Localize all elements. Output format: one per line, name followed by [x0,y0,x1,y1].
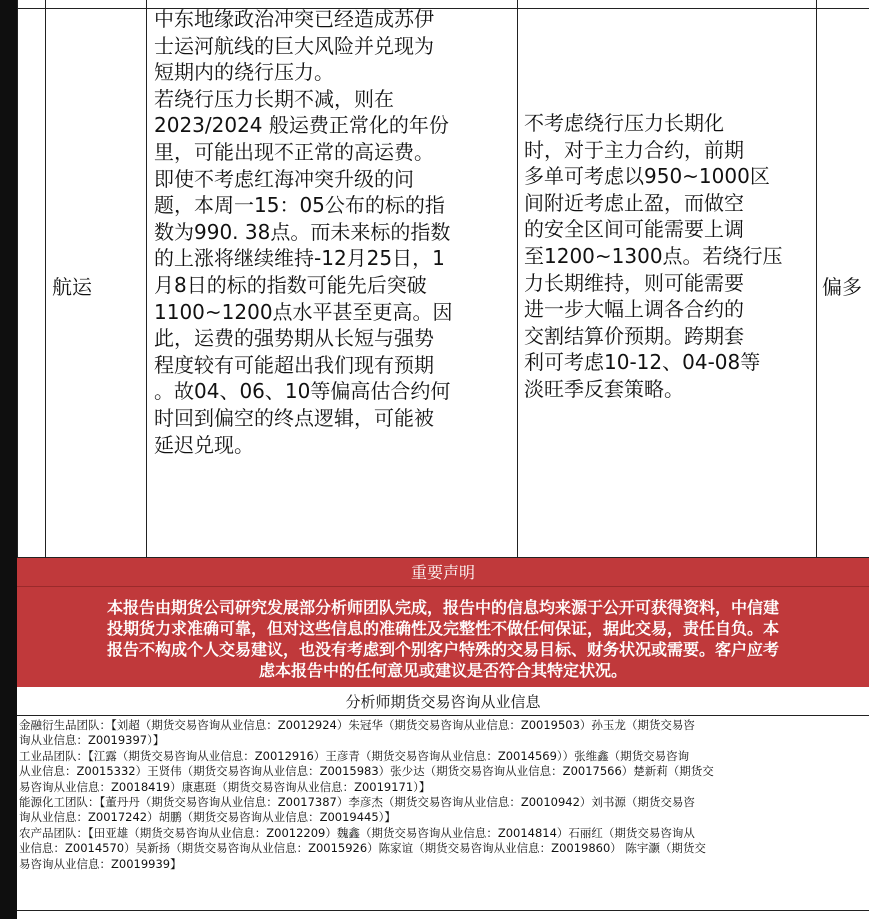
analysis-line: 1100~1200点水平甚至更高。因 [154,299,453,324]
column-divider [517,0,518,557]
analysis-line: 士运河航线的巨大风险并兑现为 [154,33,434,58]
view-cell: 偏多 [822,275,862,299]
analysis-line: 月8日的标的指数可能先后突破 [154,272,427,297]
analysis-line: 若绕行压力长期不减，则在 [154,86,394,111]
analysis-line: 短期内的绕行压力。 [154,60,334,85]
analyst-info-body [17,718,869,910]
analyst-line: 工业品团队：【江露（期货交易咨询从业信息：Z0012916）王彦青（期货交易咨询从业信息：Z0014569））张维鑫（期货交易咨询 [19,748,690,763]
analyst-line: 农产品团队：【田亚雄（期货交易咨询从业信息：Z0012209）魏鑫（期货交易咨询从业信息：Z0014814）石丽红（期货交易咨询从 [19,825,695,840]
disclaimer-line: 报告不构成个人交易建议，也没有考虑到个别客户特殊的交易目标、财务状况或需要。客户应考 [106,640,779,659]
analysis-line: 此，运费的强势期从长短与强势 [154,326,434,351]
analysis-line: 延迟兑现。 [154,432,254,457]
strategy-line: 利可考虑10-12、04-08等 [524,350,761,375]
analyst-line: 从业信息：Z0015332）王贤伟（期货交易咨询从业信息：Z0015983）张少达（期货交易咨询从业信息：Z0017566）楚新莉（期货交 [19,764,714,779]
disclaimer-body [17,587,869,687]
column-divider [45,0,46,557]
analysis-line: 中东地缘政治冲突已经造成苏伊 [154,7,434,31]
strategy-line: 间附近考虑止盈，而做空 [524,190,744,215]
column-divider [146,0,147,557]
strategy-line: 不考虑绕行压力长期化 [524,111,724,135]
disclaimer-title: 重要声明 [17,557,869,587]
analysis-line: 里，可能出现不正常的高运费。 [154,139,434,164]
disclaimer-line: 投期货力求准确可靠，但对这些信息的准确性及完整性不做任何保证，据此交易，责任自负。本 [106,619,779,638]
analyst-line: 询从业信息：Z0019397）】 [19,733,165,748]
analyst-line: 询从业信息：Z0017242）胡鹏（期货交易咨询从业信息：Z0019445）】 [19,810,396,825]
strategy-line: 交割结算价预期。跨期套 [524,323,744,348]
strategy-line: 淡旺季反套策略。 [524,376,684,401]
analysis-line: 2023/2024 般运费正常化的年份 [154,113,449,138]
analysis-line: 题，本周一15：05公布的标的指 [154,193,445,218]
sector-cell: 航运 [52,275,92,299]
analysis-line: 的上涨将继续维持-12月25日，1 [154,246,445,271]
analyst-line: 能源化工团队：【董丹丹（期货交易咨询从业信息：Z0017387）李彦杰（期货交易咨询从业信息：Z0010942）刘书源（期货交易咨 [19,795,695,810]
analyst-line: 易咨询从业信息：Z0019939】 [19,856,182,871]
shipping-table-row [17,0,869,557]
strategy-cell [524,110,814,403]
strategy-line: 力长期维持，则可能需要 [524,270,744,295]
column-divider [816,0,817,557]
disclaimer-line: 虑本报告中的任何意见或建议是否符合其特定状况。 [258,661,627,680]
analyst-info-title: 分析师期货交易咨询从业信息 [17,688,869,716]
disclaimer-line: 本报告由期货公司研究发展部分析师团队完成，报告中的信息均来源于公开可获得资料，中信建 [106,598,779,617]
analysis-line: 时回到偏空的终点逻辑，可能被 [154,405,434,430]
analysis-line: 程度较有可能超出我们现有预期 [154,352,434,377]
strategy-line: 时，对于主力合约，前期 [524,137,744,162]
analyst-line: 易咨询从业信息：Z0018419）康惠珽（期货交易咨询从业信息：Z0019171）】 [19,779,431,794]
strategy-line: 多单可考虑以950~1000区 [524,164,770,189]
strategy-line: 的安全区间可能需要上调 [524,217,744,242]
analysis-cell [154,6,514,458]
analysis-line: 即使不考虑红海冲突升级的问 [154,166,414,191]
report-page [17,0,869,919]
strategy-line: 进一步大幅上调各合约的 [524,297,744,322]
analysis-line: 。故04、06、10等偏高估合约何 [154,379,451,404]
analyst-line: 业信息：Z0014570）吴新扬（期货交易咨询从业信息：Z0015926）陈家谊（期货交易咨询从业信息：Z0019860） 陈宇灏（期货交 [19,841,706,856]
analysis-line: 数为990. 38点。而未来标的指数 [154,219,451,244]
analyst-line: 金融衍生品团队：【刘超（期货交易咨询从业信息：Z0012924）朱冠华（期货交易咨询从业信息：Z0019503）孙玉龙（期货交易咨 [19,718,695,732]
strategy-line: 至1200~1300点。若绕行压 [524,243,783,268]
table-bottom-border [17,910,869,911]
